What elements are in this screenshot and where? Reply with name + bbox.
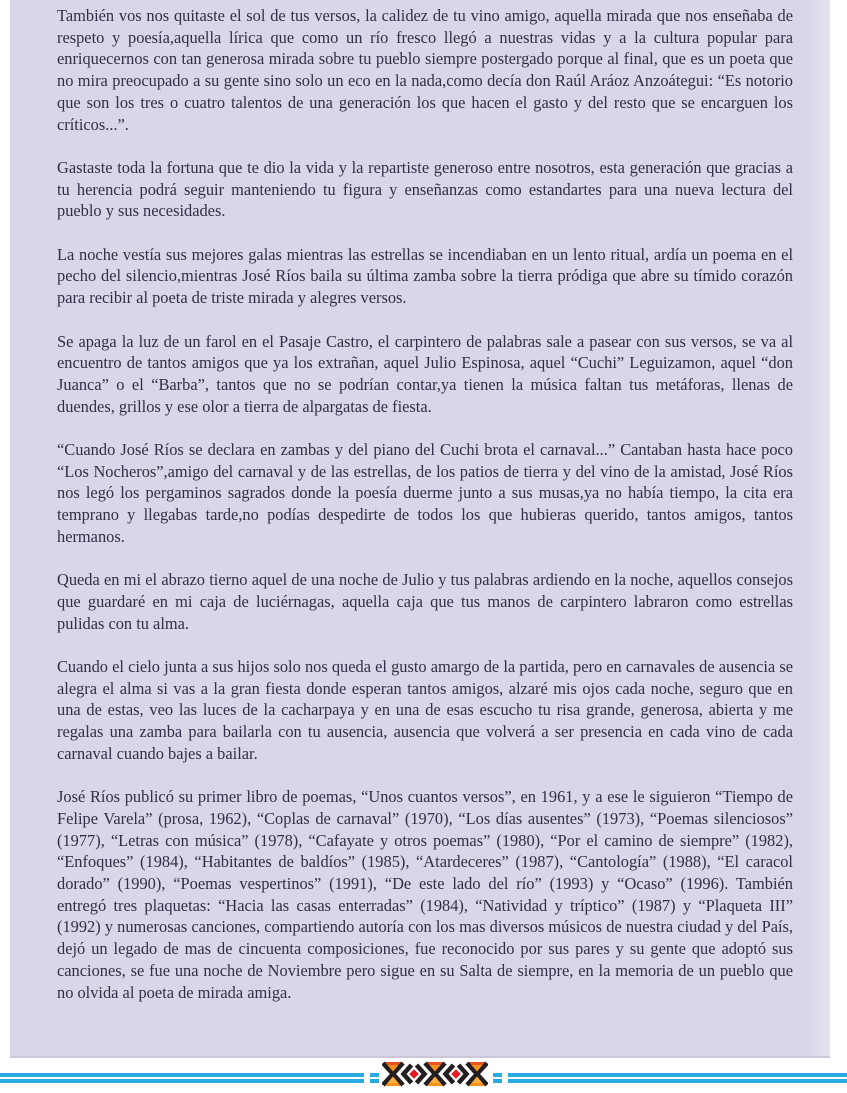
divider-rule-left: [0, 1073, 364, 1083]
divider-dash-left: [370, 1073, 379, 1083]
text-panel: [10, 0, 830, 1058]
paragraph: Se apaga la luz de un farol en el Pasaje Castro, el carpintero de palabras sale a pasear con sus versos, se va al encuentro de tantos amigos que ya los extrañan, aquel Julio Espinosa, aquel “Cuchi” Leguizamon, aquel “don Juanca” o el “Barba”, tantos que no se podrían contar,ya tienen la música faltan tus metáforas, llenas de duendes, grillos y ese olor a tierra de alpargatas de fiesta.: [57, 331, 793, 416]
paragraph: Cuando el cielo junta a sus hijos solo nos queda el gusto amargo de la partida, pero en carnavales de ausencia se alegra el alma si vas a la gran fiesta donde esperan tantos amigos, alzaré mis ojos cada noche, seguro que en una de estas, veo las luces de la cacharpaya y en una de esas escucho tu risa grande, generosa, abierta y me regalas una zamba para bailarla con tu ausencia, ausencia que volverá a ser presencia en cada vino de cada carnaval cuando bajes a bailar.: [57, 657, 793, 763]
paragraph: También vos nos quitaste el sol de tus versos, la calidez de tu vino amigo, aquella mirada que nos enseñaba de respeto y poesía,aquella lírica que como un río fresco llegó a nuestras vidas y a la cultura popular para enriquecernos con tan generosa mirada sobre tu pueblo siempre postergado porque al final, que es un poeta que no mira preocupado a su gente sino solo un eco en la nada,como decía don Raúl Aráoz Anzoátegui: “Es notorio que son los tres o cuatro talentos de una generación los que hacen el gasto y del resto que se encarguen los críticos...”.: [57, 6, 793, 134]
paragraph: Queda en mi el abrazo tierno aquel de una noche de Julio y tus palabras ardiendo en la noche, aquellos consejos que guardaré en mi caja de luciérnagas, aquella caja que tus manos de carpintero labraron como estrellas pulidas con tu alma.: [57, 570, 793, 633]
paragraph: José Ríos publicó su primer libro de poemas, “Unos cuantos versos”, en 1961, y a ese le siguieron “Tiempo de Felipe Varela” (prosa, 1962), “Coplas de carnaval” (1970), “Los días ausentes” (1973), “Poemas silenciosos” (1977), “Letras con música” (1978), “Cafayate y otros poemas” (1980), “Por el camino de siempre” (1982), “Enfoques” (1984), “Habitantes de baldíos” (1985), “Atardeceres” (1987), “Cantología” (1988), “El caracol dorado” (1990), “Poemas vespertinos” (1991), “De este lado del río” (1993) y “Ocaso” (1996). También entregó tres plaquetas: “Hacia las casas enterradas” (1984), “Natividad y tríptico” (1987) y “Plaqueta III” (1992) y numerosas canciones, compartiendo autoría con los mas diversos músicos de nuestra ciudad y del País, dejó un legado de mas de cincuenta composiciones, fue reconocido por sus pares y su gente que adoptó sus canciones, se fue una noche de Noviembre pero sigue en su Salta de siempre, en la memoria de un pueblo que no olvida al poeta de mirada amiga.: [57, 787, 793, 1002]
paragraph: La noche vestía sus mejores galas mientras las estrellas se incendiaban en un lento ritual, ardía un poema en el pecho del silencio,mientras José Ríos baila su última zamba sobre la tierra pródiga que abre su tímido corazón para recibir al poeta de triste mirada y alegres versos.: [57, 244, 793, 308]
divider-rule-right: [508, 1073, 847, 1083]
paragraph: “Cuando José Ríos se declara en zambas y del piano del Cuchi brota el carnaval...” Cantaban hasta hace poco “Los Nocheros”,amigo del carnaval y de las estrellas, de los patios de tierra y del vino de la amistad, José Ríos nos legó los pergaminos sagrados donde la poesía duerme junto a sus musas,ya no había tiempo, la cita era temprano y llegabas tarde,no podías despedirte de todos los que hubieras querido, tantos amigos, tantos hermanos.: [57, 440, 793, 546]
andean-textile-motif-icon: [382, 1059, 488, 1089]
text-block: [10, 0, 830, 1003]
paragraph: Gastaste toda la fortuna que te dio la vida y la repartiste generoso entre nosotros, esta generación que gracias a tu herencia podrá seguir manteniendo tu figura y enseñanzas como estandartes para una nueva lectura del pueblo y sus necesidades.: [57, 157, 793, 221]
footer-divider: [0, 1056, 847, 1093]
divider-dash-right: [493, 1073, 502, 1083]
